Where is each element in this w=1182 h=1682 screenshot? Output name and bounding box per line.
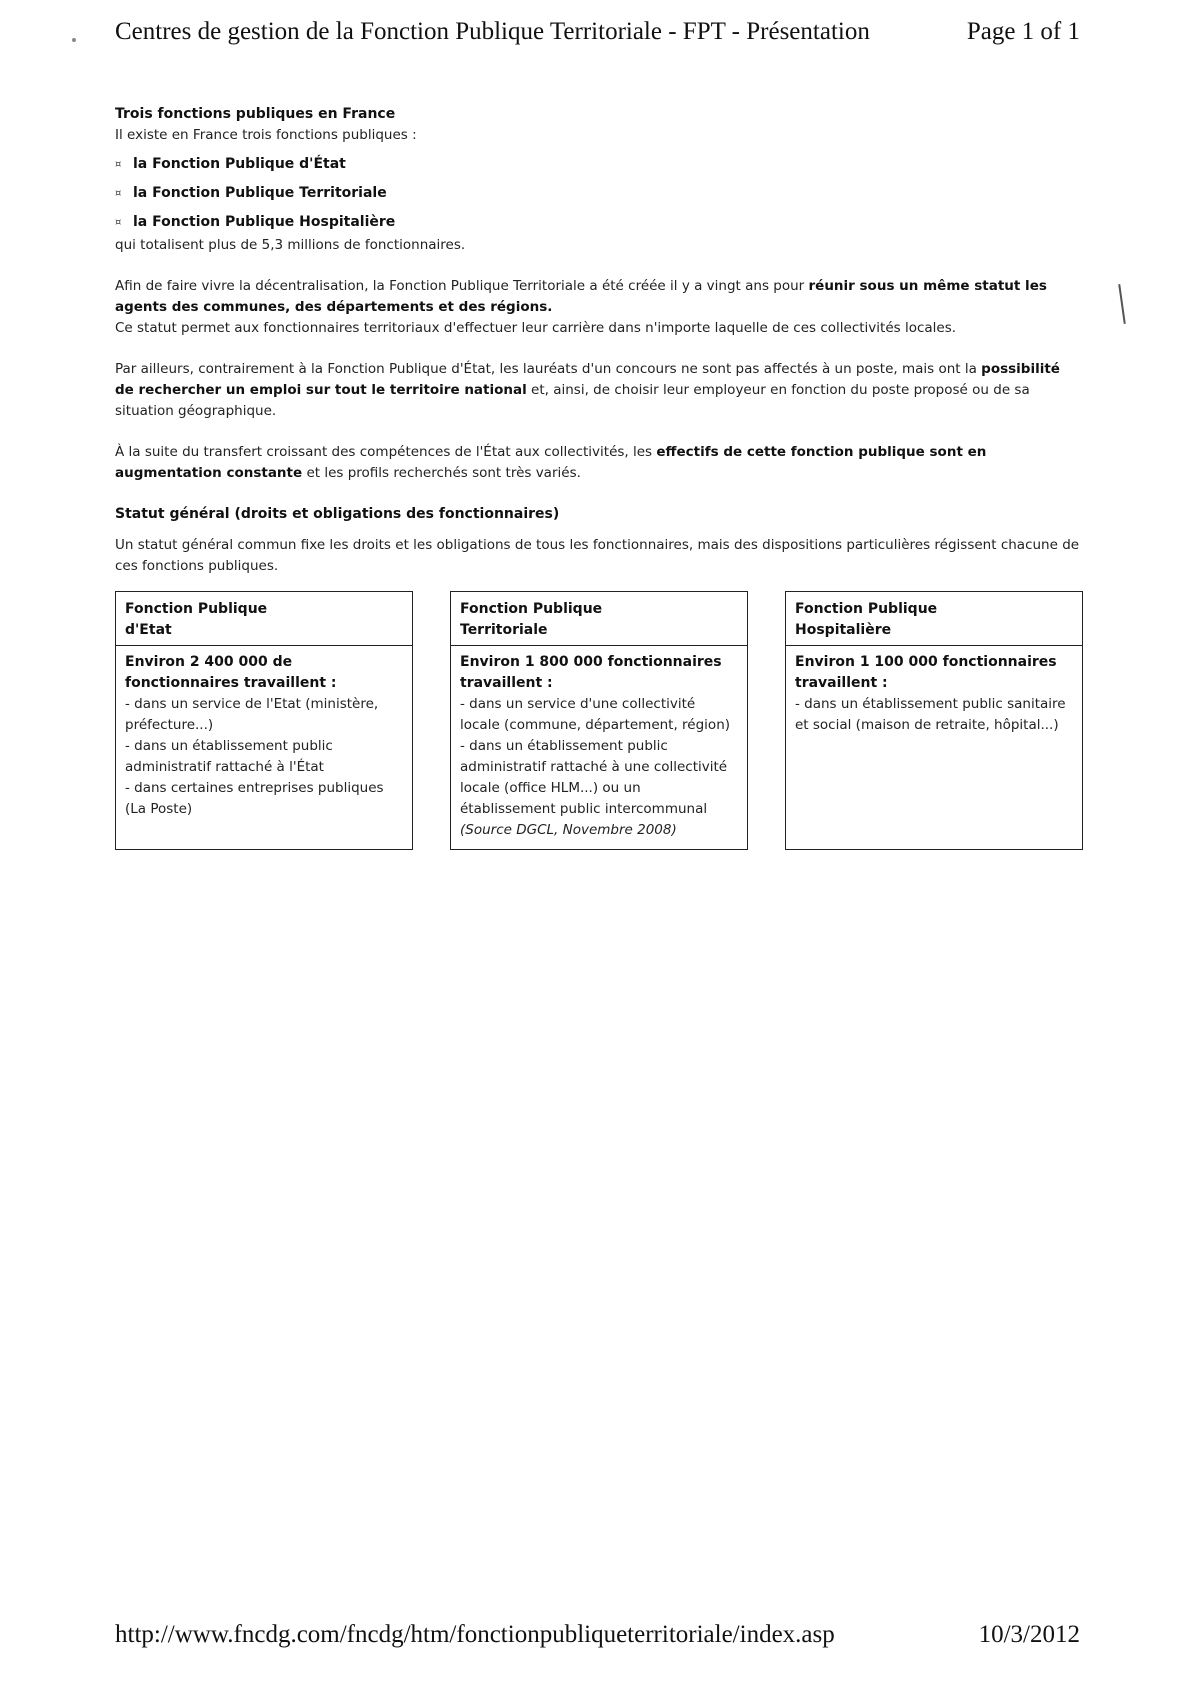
statut-text: Un statut général commun fixe les droits et les obligations de tous les fonctionnaires, mais des dispositions particulières régissent chacune de ces fonctions publiques. — [115, 537, 1080, 574]
box-details: - dans un établissement public sanitaire et social (maison de retraite, hôpital...) — [795, 696, 1066, 733]
total-text: qui totalisent plus de 5,3 millions de fonctionnaires. — [115, 237, 466, 253]
box-lead: Environ 1 100 000 fonctionnaires travaillent : — [795, 654, 1057, 691]
box-lead: Environ 2 400 000 de fonctionnaires travaillent : — [125, 654, 337, 691]
list-item: ¤ la Fonction Publique Territoriale — [115, 183, 1083, 204]
page-url: http://www.fncdg.com/fncdg/htm/fonctionpubliqueterritoriale/index.asp — [115, 1621, 835, 1648]
list-item: ¤ la Fonction Publique d'État — [115, 154, 1083, 175]
document-body — [115, 104, 1083, 850]
box-body — [451, 646, 747, 849]
print-header — [115, 18, 1080, 58]
box-hospitaliere — [785, 591, 1083, 850]
section-heading-statut: Statut général (droits et obligations des fonctionnaires) — [115, 506, 560, 522]
paragraph-decentralisation: Afin de faire vivre la décentralisation, la Fonction Publique Territoriale a été créée il y a vingt ans pour réunir sous un même statut les agents des communes, des départements et des régions. — [115, 278, 1047, 315]
box-etat — [115, 591, 413, 850]
page-number: Page 1 of 1 — [966, 18, 1080, 45]
section-heading: Trois fonctions publiques en France — [115, 106, 396, 122]
box-territoriale — [450, 591, 748, 850]
print-footer — [115, 1621, 1080, 1661]
paragraph-statut: Ce statut permet aux fonctionnaires territoriaux d'effectuer leur carrière dans n'importe laquelle de ces collectivités locales. — [115, 320, 957, 336]
bullet-icon: ¤ — [115, 188, 122, 199]
box-source: (Source DGCL, Novembre 2008) — [460, 822, 677, 838]
box-details: - dans un service de l'Etat (ministère, préfecture...) - dans un établissement public administratif rattaché à l'État - dans certaines entreprises publiques (La Poste) — [125, 696, 384, 817]
box-title: Fonction Publique Territoriale — [451, 592, 747, 646]
bullet-icon: ¤ — [115, 159, 122, 170]
list-item: ¤ la Fonction Publique Hospitalière — [115, 212, 1083, 233]
box-lead: Environ 1 800 000 fonctionnaires travaillent : — [460, 654, 722, 691]
box-title: Fonction Publique d'Etat — [116, 592, 412, 646]
scan-mark — [1118, 284, 1126, 324]
bullet-icon: ¤ — [115, 217, 122, 228]
intro-text: Il existe en France trois fonctions publiques : — [115, 127, 417, 143]
box-details: - dans un service d'une collectivité locale (commune, département, région) - dans un établissement public administratif rattaché à une collectivité locale (office HLM...) ou un établissement public intercommunal — [460, 696, 731, 817]
box-body — [786, 646, 1082, 744]
paragraph-effectifs: À la suite du transfert croissant des compétences de l'État aux collectivités, les effectifs de cette fonction publique sont en augmentation constante et les profils recherchés sont très variés. — [115, 444, 987, 481]
box-title: Fonction Publique Hospitalière — [786, 592, 1082, 646]
page-title: Centres de gestion de la Fonction Publique Territoriale - FPT - Présentation — [115, 18, 870, 45]
box-body — [116, 646, 412, 828]
fonction-publique-list — [115, 154, 1083, 233]
print-date: 10/3/2012 — [978, 1621, 1080, 1648]
paragraph-concours: Par ailleurs, contrairement à la Fonction Publique d'État, les lauréats d'un concours ne sont pas affectés à un poste, mais ont la possibilité de rechercher un emploi sur tout le territoire national et, ainsi, de choisir leur employeur en fonction du poste proposé ou de sa situation géographique. — [115, 361, 1060, 419]
fonction-publique-boxes — [115, 591, 1083, 850]
scan-mark — [72, 38, 76, 42]
